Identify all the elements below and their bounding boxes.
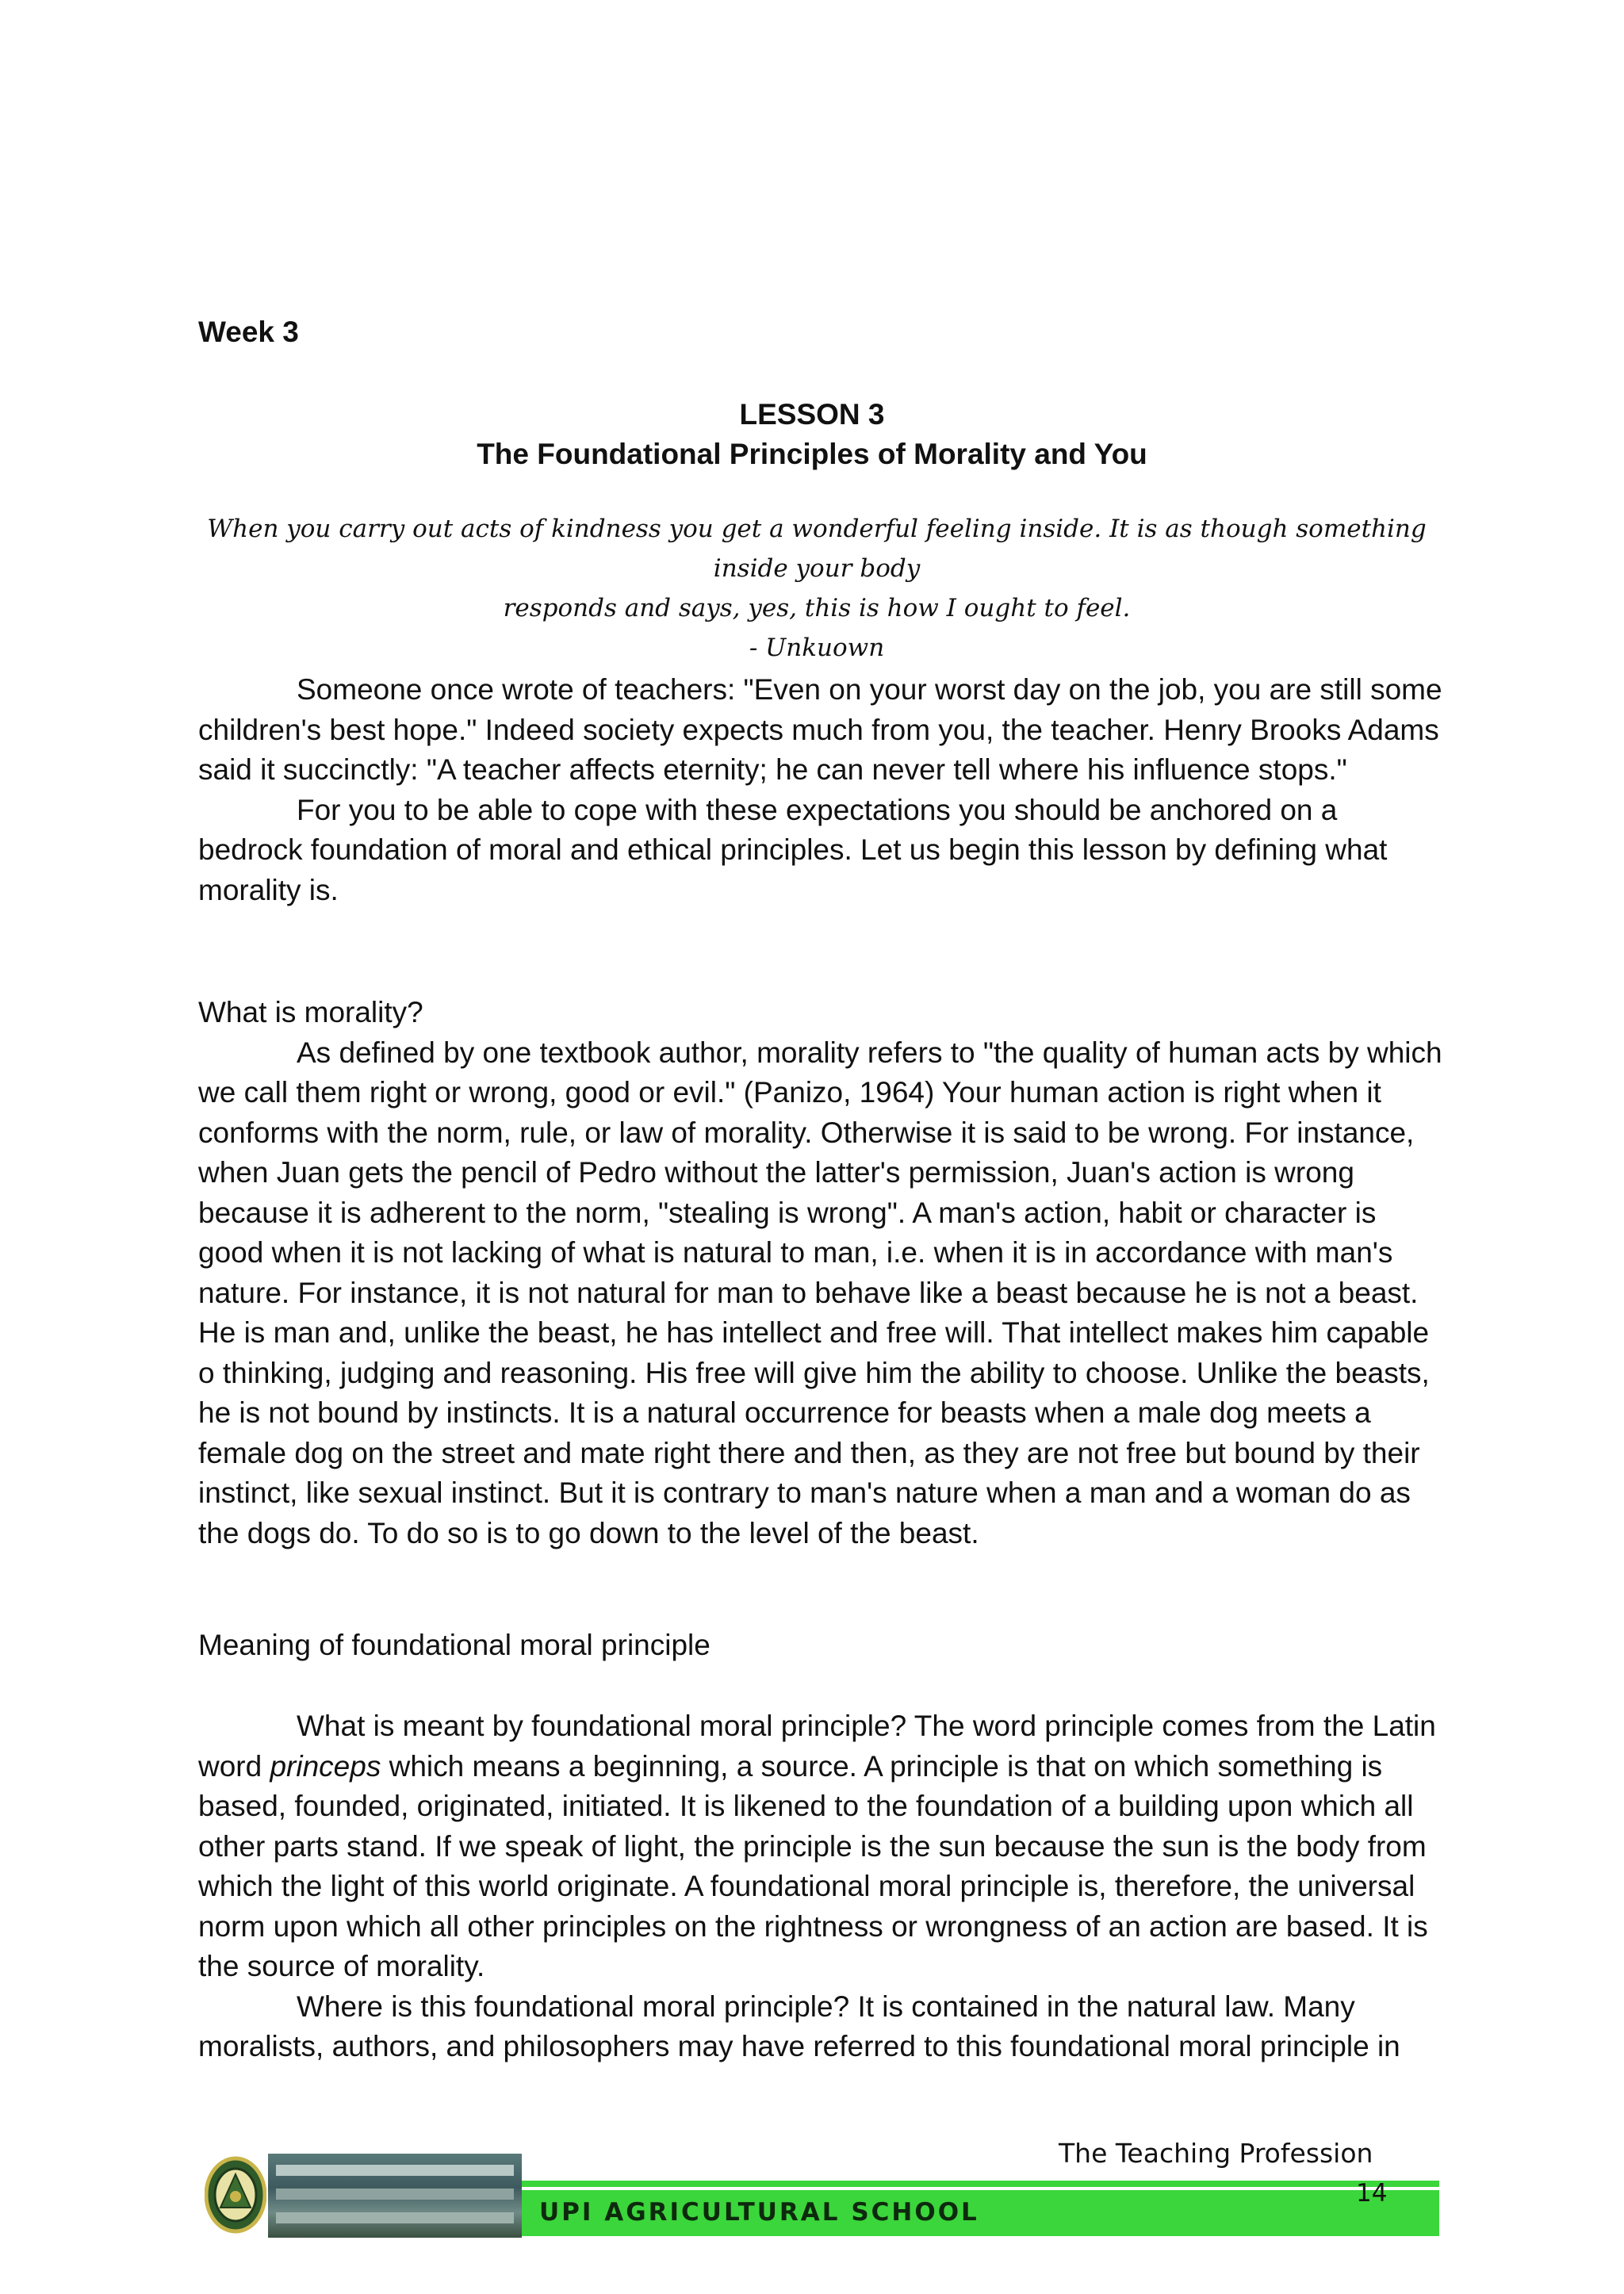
morality-paragraph: As defined by one textbook author, morality refers to "the quality of human acts by which we call them right or wrong, good or evil." (Panizo, 1964) Your human action is right when it conforms with the norm, rule, or law of morality. Otherwise it is said to be wrong. For instance, when Juan gets the pencil of Pedro without the latter's permission, Juan's action is wrong because it is adherent to the norm, "stealing is wrong". A man's action, habit or character is good when it is not lacking of what is natural to man, i.e. when it is in accordance with man's nature. For instance, it is not natural for man to behave like a beast because he is not a beast. He is man and, unlike the beast, he has intellect and free will. That intellect makes him capable o thinking, judging and reasoning. His free will give him the ability to choose. Unlike the beasts, he is not bound by instincts. It is a natural occurrence for beasts when a male dog meets a female dog on the street and mate right there and then, as they are not free but bound by their instinct, like sexual instinct. But it is contrary to man's nature when a man and a woman do as the dogs do. To do so is to go down to the level of the beast. <box>198 1036 1442 1549</box>
principle-text-b: which means a beginning, a source. A principle is that on which something is based, founded, originated, initiated. It is likened to the foundation of a building upon which all other parts stand. If we speak of light, the principle is the sun because the sun is the body from which the light of this world originate. A foundational moral principle is, therefore, the universal norm upon which all other principles on the rightness or wrongness of an action are based. It is the source of morality. <box>198 1749 1428 1982</box>
quote-line-2: responds and says, yes, this is how I ought to feel. <box>503 594 1131 622</box>
school-seal-icon <box>205 2155 266 2235</box>
quote-author: - Unkuown <box>749 634 885 662</box>
principle-text-a: What is meant by foundational moral principle? The word principle comes from the Latin word <box>198 1710 1436 1783</box>
school-building-photo <box>268 2154 522 2238</box>
intro-paragraph-2: For you to be able to cope with these expectations you should be anchored on a bedrock foundation of moral and ethical principles. Let us begin this lesson by defining what morality is. <box>198 793 1388 906</box>
meaning-heading-text: Meaning of foundational moral principle <box>198 1629 710 1661</box>
week-label: Week 3 <box>198 316 299 348</box>
epigraph-quote <box>198 509 1435 668</box>
quote-line-1: When you carry out acts of kindness you get a wonderful feeling inside. It is as though something inside your body <box>207 515 1427 583</box>
lesson-title: The Foundational Principles of Morality and You <box>477 438 1147 470</box>
princeps-term: princeps <box>270 1749 381 1783</box>
natural-law-paragraph: Where is this foundational moral principle? It is contained in the natural law. Many moralists, authors, and philosophers may have referred to this foundational moral principle in <box>198 1990 1400 2062</box>
morality-section <box>198 993 1447 1553</box>
section-heading-meaning <box>198 1626 1447 1666</box>
principle-paragraph <box>198 1706 1447 1987</box>
section-heading-morality: What is morality? <box>198 996 423 1028</box>
intro-section <box>198 670 1447 910</box>
school-name: UPI AGRICULTURAL SCHOOL <box>539 2198 979 2227</box>
page-number: 14 <box>1356 2179 1388 2208</box>
intro-paragraph-1: Someone once wrote of teachers: "Even on your worst day on the job, you are still some children's best hope." Indeed society expects much from you, the teacher. Henry Brooks Adams said it succinctly: "A teacher affects eternity; he can never tell where his influence stops." <box>198 673 1442 786</box>
footer-green-line <box>519 2181 1439 2187</box>
lesson-number: LESSON 3 <box>739 398 885 431</box>
footer-course-title: The Teaching Profession <box>1059 2138 1373 2169</box>
principle-section <box>198 1706 1447 2067</box>
